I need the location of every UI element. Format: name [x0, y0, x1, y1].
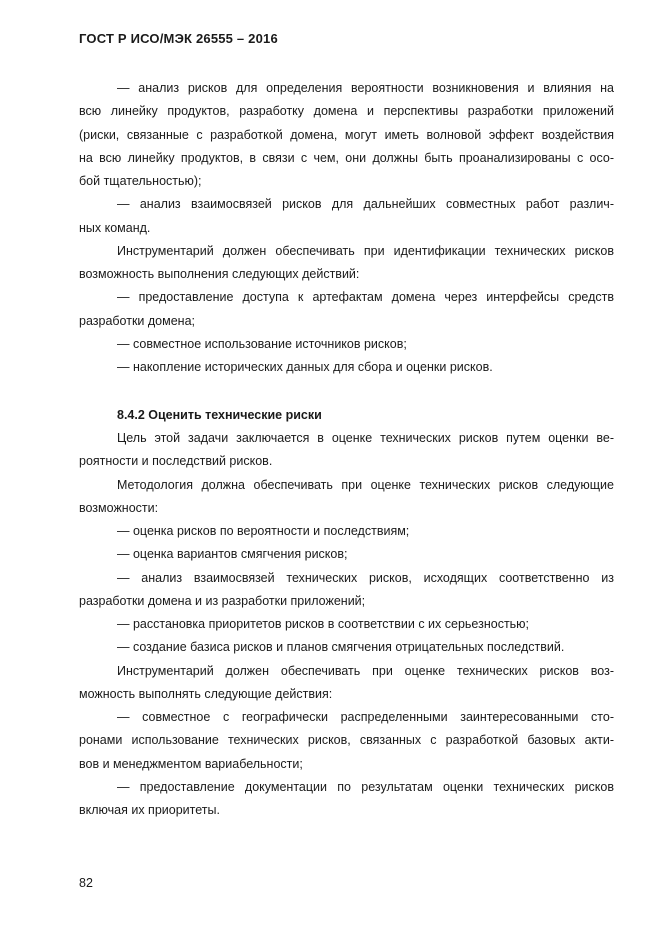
paragraph [79, 660, 614, 707]
text-line: — анализ взаимосвязей рисков для дальнейших совместных работ различ- [117, 197, 614, 212]
text-line: роятности и последствий рисков. [79, 454, 273, 469]
list-item [79, 77, 614, 193]
list-item [79, 286, 614, 333]
text-line: разработки домена; [79, 313, 196, 328]
list-item [79, 636, 614, 659]
text-line: Цель этой задачи заключается в оценке технических рисков путем оценки ве- [117, 431, 614, 445]
text-line: возможность выполнения следующих действий: [79, 267, 360, 281]
text-line: всю линейку продуктов, разработку домена и перспективы разработки приложений [79, 104, 614, 119]
text-line: — расстановка приоритетов рисков в соответствии с их серьезностью; [117, 617, 530, 631]
text-line: включая их приоритеты. [79, 803, 220, 817]
text-line: разработки домена и из разработки приложений; [79, 593, 366, 608]
list-item [79, 613, 614, 636]
text-line: Инструментарий должен обеспечивать при идентификации технических рисков [117, 243, 614, 258]
text-line: — оценка рисков по вероятности и последствиям; [117, 524, 410, 538]
list-item [79, 193, 614, 240]
text-line: ронами использование технических рисков, связанных с разработкой базовых акти- [79, 733, 614, 748]
list-item [79, 706, 614, 776]
text-line: вов и менеджментом вариабельности; [79, 756, 303, 771]
list-item [79, 543, 614, 566]
list-item [79, 567, 614, 614]
paragraph [79, 427, 614, 474]
text-line: на всю линейку продуктов, в связи с чем, они должны быть проанализированы с осо- [79, 150, 614, 165]
list-item [79, 356, 614, 379]
document-header: ГОСТ Р ИСО/МЭК 26555 – 2016 [79, 31, 278, 46]
text-line: — предоставление документации по результатам оценки технических рисков [117, 779, 614, 794]
text-line: — анализ рисков для определения вероятности возникновения и влияния на [117, 81, 614, 95]
document-body [79, 77, 614, 822]
text-line: — оценка вариантов смягчения рисков; [117, 547, 348, 562]
text-line: можность выполнять следующие действия: [79, 686, 333, 701]
text-line: Методология должна обеспечивать при оценке технических рисков следующие [117, 477, 614, 492]
text-line: (риски, связанные с разработкой домена, могут иметь волновой эффект воздействия [79, 127, 614, 142]
text-line: ных команд. [79, 220, 151, 235]
text-line: — совместное с географически распределенными заинтересованными сто- [117, 710, 614, 724]
section-heading: 8.4.2 Оценить технические риски [117, 407, 322, 422]
text-line: — анализ взаимосвязей технических рисков, исходящих соответственно из [117, 570, 614, 585]
paragraph [79, 240, 614, 287]
paragraph [79, 474, 614, 521]
list-item [79, 520, 614, 543]
text-line: бой тщательностью); [79, 174, 202, 188]
text-line: возможности: [79, 500, 159, 515]
list-item [79, 333, 614, 356]
list-item [79, 776, 614, 823]
text-line: — совместное использование источников рисков; [117, 336, 407, 351]
page-number: 82 [79, 876, 93, 890]
text-line: Инструментарий должен обеспечивать при оценке технических рисков воз- [117, 663, 614, 678]
text-line: — предоставление доступа к артефактам домена через интерфейсы средств [117, 290, 614, 305]
text-line: — накопление исторических данных для сбора и оценки рисков. [117, 360, 493, 374]
text-line: — создание базиса рисков и планов смягчения отрицательных последствий. [117, 640, 565, 655]
